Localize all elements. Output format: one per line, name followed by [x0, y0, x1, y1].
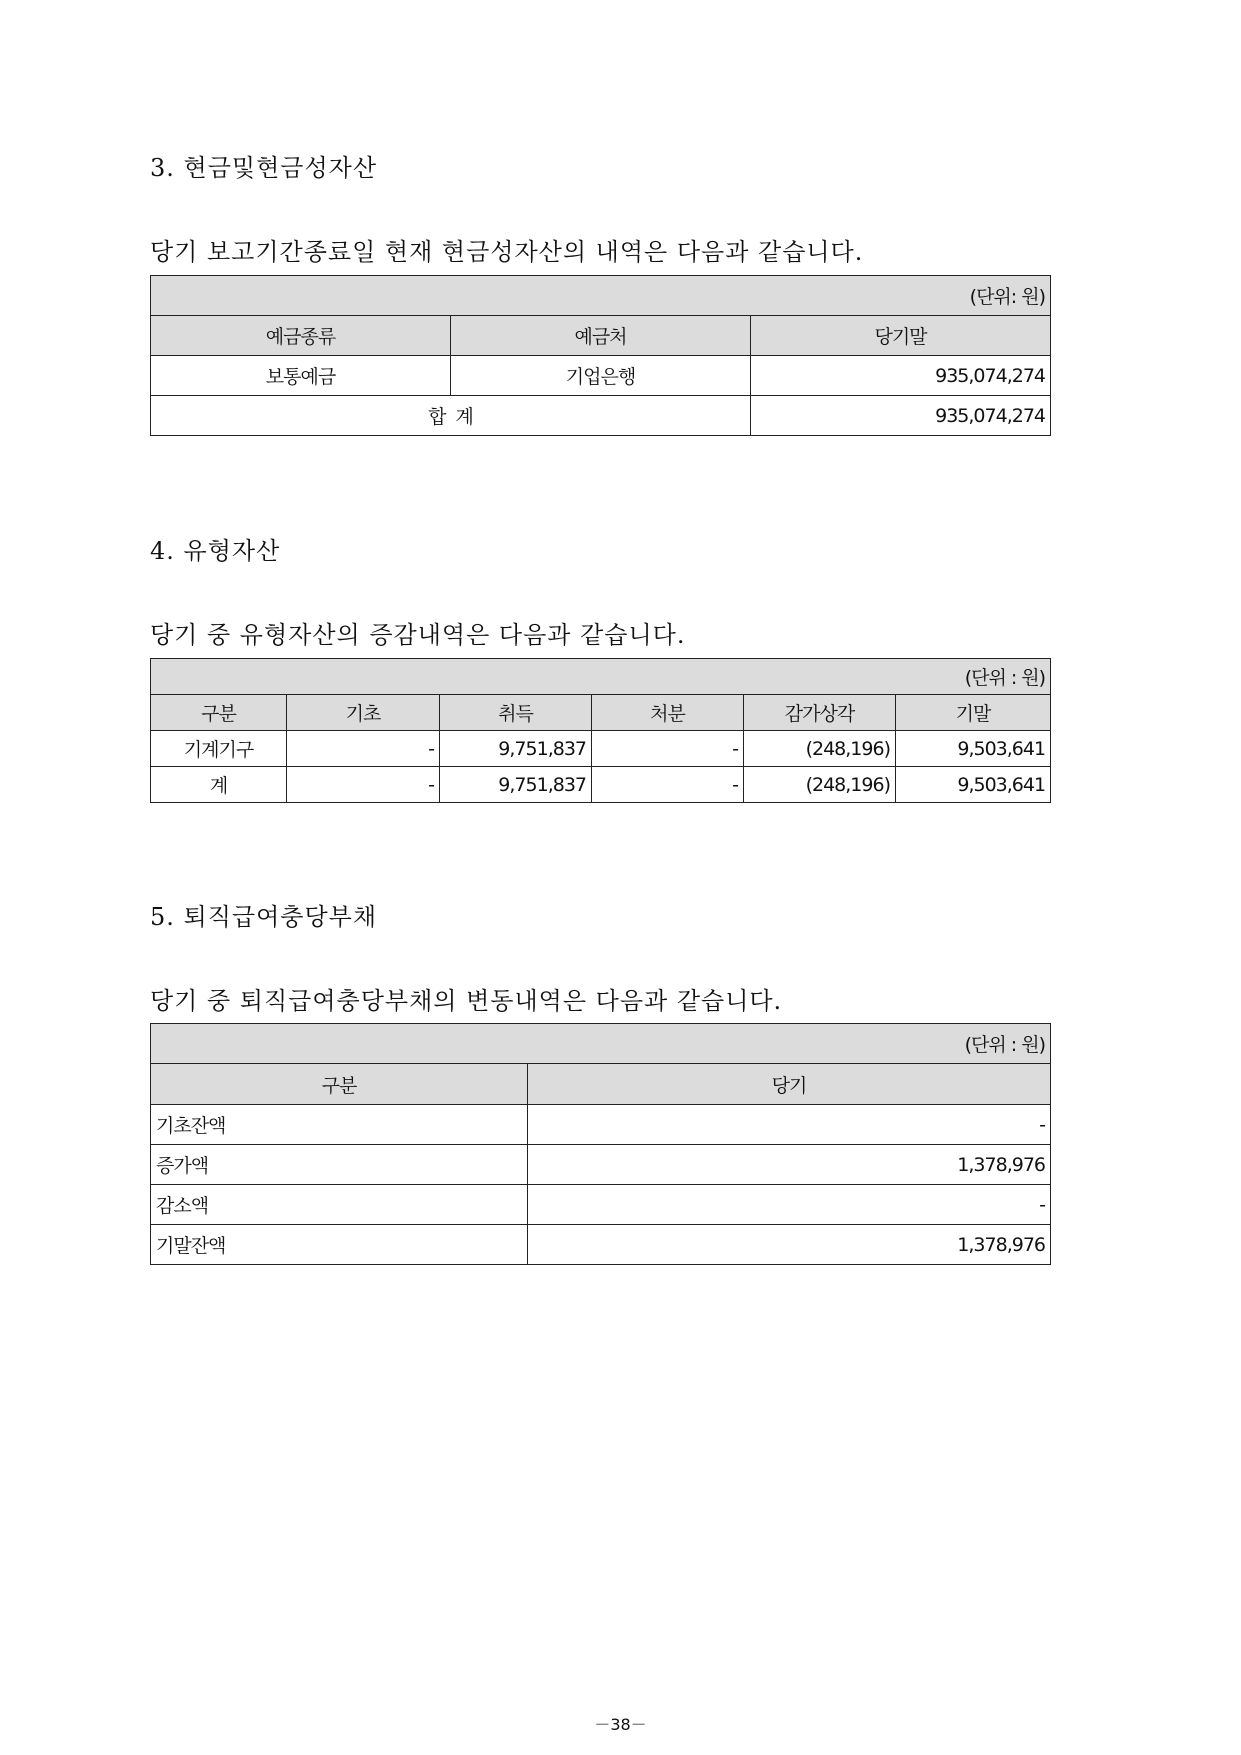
column-header: 예금종류: [151, 316, 451, 356]
section3-title: 3. 현금및현금성자산: [150, 154, 377, 182]
category-cell: 증가액: [151, 1145, 528, 1185]
unit-row: [151, 1024, 1051, 1064]
column-header: 기말: [896, 695, 1051, 731]
header-row: [151, 695, 1051, 731]
column-header: 구분: [151, 1064, 528, 1105]
column-header: 감가상각: [744, 695, 896, 731]
table-row: [151, 1185, 1051, 1225]
category-cell: 기초잔액: [151, 1105, 528, 1145]
table-row: [151, 1105, 1051, 1145]
retirement-benefit-table: [150, 1023, 1051, 1265]
unit-row: [151, 659, 1051, 695]
value-cell: -: [287, 731, 440, 767]
amount-cell: 935,074,274: [751, 356, 1051, 396]
table-row: [151, 1145, 1051, 1185]
tangible-assets-table: [150, 658, 1051, 803]
column-header: 예금처: [451, 316, 751, 356]
total-amount: 935,074,274: [751, 396, 1051, 436]
category-cell: 기말잔액: [151, 1225, 528, 1265]
section3-description: 당기 보고기간종료일 현재 현금성자산의 내역은 다음과 같습니다.: [150, 238, 864, 266]
value-cell: 1,378,976: [528, 1145, 1051, 1185]
value-cell: 9,751,837: [440, 731, 592, 767]
total-row: [151, 396, 1051, 436]
table-row: [151, 767, 1051, 803]
value-cell: 9,503,641: [896, 731, 1051, 767]
unit-label: (단위: 원): [151, 276, 1051, 316]
value-cell: -: [528, 1185, 1051, 1225]
value-cell: 9,751,837: [440, 767, 592, 803]
value-cell: -: [592, 731, 744, 767]
column-header: 기초: [287, 695, 440, 731]
value-cell: 9,503,641: [896, 767, 1051, 803]
header-row: [151, 1064, 1051, 1105]
table-row: [151, 356, 1051, 396]
deposit-type-cell: 보통예금: [151, 356, 451, 396]
section5-title: 5. 퇴직급여충당부채: [150, 903, 377, 931]
value-cell: 1,378,976: [528, 1225, 1051, 1265]
value-cell: -: [528, 1105, 1051, 1145]
value-cell: (248,196): [744, 731, 896, 767]
section4-description: 당기 중 유형자산의 증감내역은 다음과 같습니다.: [150, 621, 686, 649]
section5-description: 당기 중 퇴직급여충당부채의 변동내역은 다음과 같습니다.: [150, 987, 783, 1015]
column-header: 처분: [592, 695, 744, 731]
value-cell: (248,196): [744, 767, 896, 803]
bank-cell: 기업은행: [451, 356, 751, 396]
column-header: 구분: [151, 695, 287, 731]
page-number: －38－: [594, 1715, 647, 1734]
column-header: 취득: [440, 695, 592, 731]
column-header: 당기말: [751, 316, 1051, 356]
value-cell: -: [592, 767, 744, 803]
header-row: [151, 316, 1051, 356]
column-header: 당기: [528, 1064, 1051, 1105]
section4-title: 4. 유형자산: [150, 537, 281, 565]
category-cell: 기계기구: [151, 731, 287, 767]
unit-row: [151, 276, 1051, 316]
value-cell: -: [287, 767, 440, 803]
category-cell: 계: [151, 767, 287, 803]
cash-equivalents-table: [150, 275, 1051, 436]
unit-label: (단위 : 원): [151, 1024, 1051, 1064]
table-row: [151, 1225, 1051, 1265]
unit-label: (단위 : 원): [151, 659, 1051, 695]
total-label: 합 계: [151, 396, 751, 436]
category-cell: 감소액: [151, 1185, 528, 1225]
table-row: [151, 731, 1051, 767]
